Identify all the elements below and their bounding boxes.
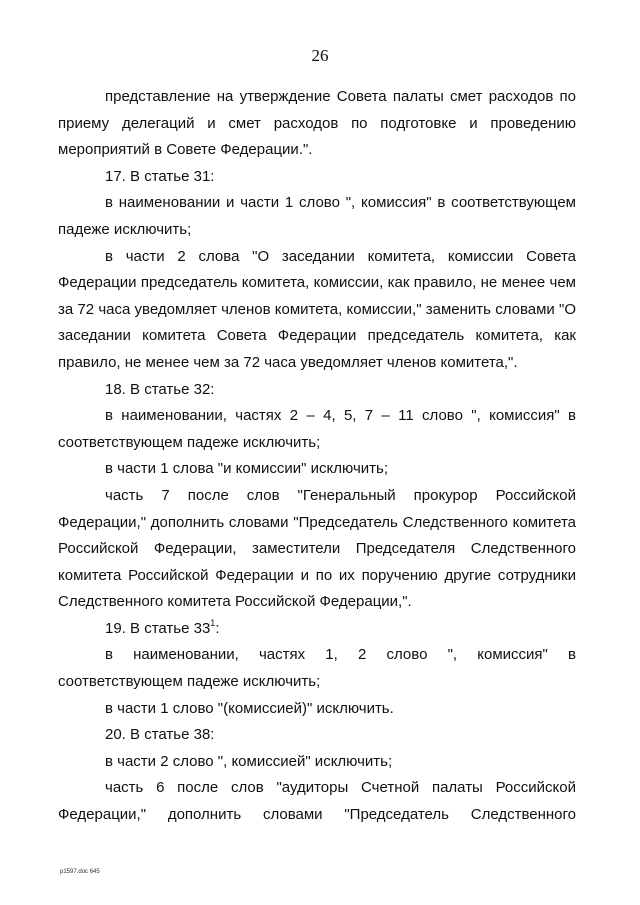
paragraph: в наименовании и части 1 слово ", комиссия" в соответствующем падеже исключить; <box>58 194 576 238</box>
paragraph: 17. В статье 31: <box>105 167 215 185</box>
paragraph-heading-suffix: : <box>215 619 220 637</box>
paragraph: часть 6 после слов "аудиторы Счетной палаты Российской Федерации," дополнить словами "Председатель Следственного <box>58 779 576 824</box>
paragraph: представление на утверждение Совета палаты смет расходов по приему делегаций и смет расходов по подготовке и проведению мероприятий в Совете Федерации.". <box>58 88 576 159</box>
paragraph: в части 2 слово ", комиссией" исключить; <box>105 752 393 770</box>
paragraph: в наименовании, частях 1, 2 слово ", комиссия" в соответствующем падеже исключить; <box>58 646 576 691</box>
paragraph: 20. В статье 38: <box>105 726 215 744</box>
footer-file-reference: p1597.doc 645 <box>60 869 100 875</box>
paragraph: часть 7 после слов "Генеральный прокурор Российской Федерации," дополнить словами "Председатель Следственного комитета Российской Федерации, заместители Председателя Следственного комитета Российской Федерации и по их поручению другие сотрудники Следственного комитета Российской Федерации,". <box>58 486 576 611</box>
paragraph-heading <box>58 616 576 643</box>
paragraph: в наименовании, частях 2 – 4, 5, 7 – 11 слово ", комиссия" в соответствующем падеже исключить; <box>58 407 576 451</box>
page-number: 26 <box>311 46 329 65</box>
paragraph-heading-text: 19. В статье 33 <box>105 619 211 637</box>
superscript-index: 1 <box>210 617 216 628</box>
document-body <box>58 84 576 829</box>
paragraph: 18. В статье 32: <box>105 380 215 398</box>
paragraph: в части 1 слово "(комиссией)" исключить. <box>105 699 394 717</box>
paragraph: в части 2 слова "О заседании комитета, комиссии Совета Федерации председатель комитета, комиссии, как правило, не менее чем за 72 часа уведомляет членов комитета, комиссии," заменить словами "О заседании комитета Совета Федерации председатель комитета, как правило, не менее чем за 72 часа уведомляет членов комитета,". <box>58 247 576 371</box>
paragraph: в части 1 слова "и комиссии" исключить; <box>105 460 389 478</box>
